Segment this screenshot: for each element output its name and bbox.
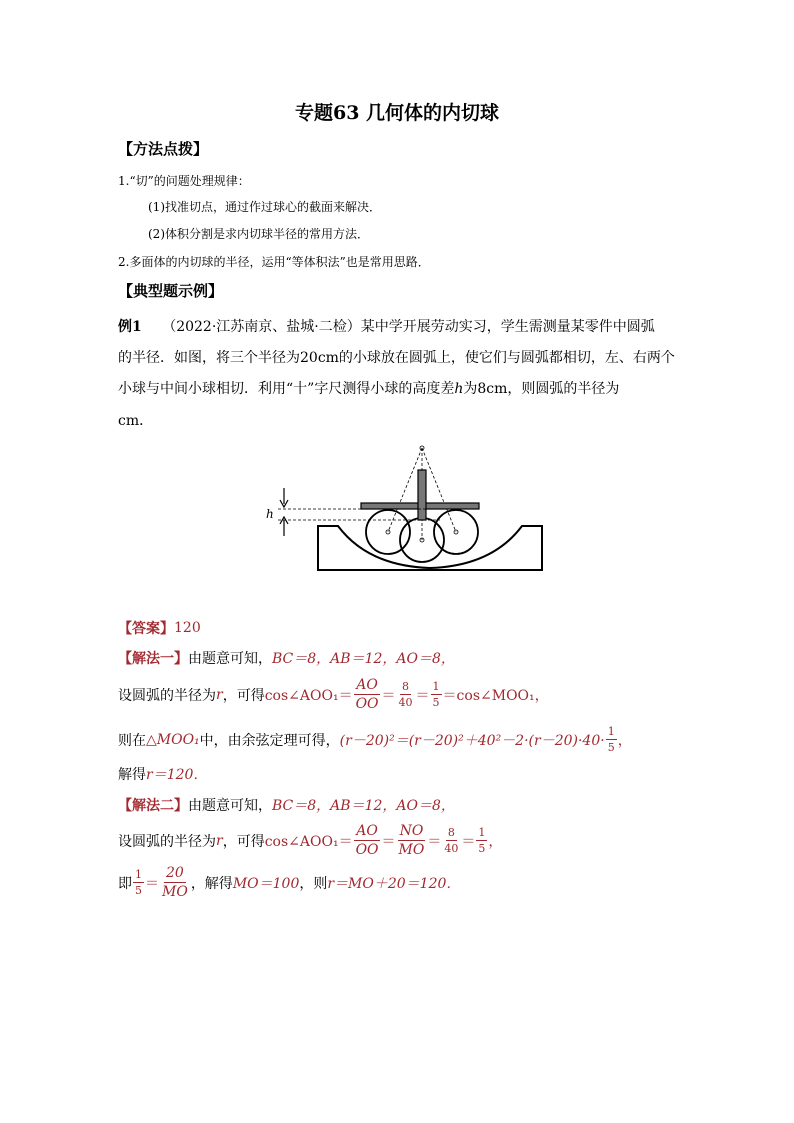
eq-sign: ＝ [381, 687, 396, 704]
sol2-text-3b: ，解得 [190, 875, 233, 892]
sol2-frac-1 [354, 824, 381, 857]
example-text-3b: 为8cm，则圆弧的半径为 [463, 381, 620, 397]
frac-den: 5 [607, 741, 615, 754]
frac-num: NO [399, 823, 424, 839]
example-line-1 [118, 316, 655, 336]
sol2-line-2 [118, 824, 502, 857]
method-line-3: (2)体积分割是求内切球半径的常用方法． [148, 227, 369, 241]
frac-num: 1 [607, 725, 615, 738]
example-line-3 [118, 378, 619, 398]
sol2-frac-3 [442, 827, 460, 854]
sol1-cos-aoo1: cos∠AOO₁＝ [264, 687, 353, 704]
eq-sign: ＝ [381, 833, 396, 850]
sol2-frac-6 [160, 866, 190, 899]
frac-den: MO [398, 842, 425, 858]
example-label: 例1 [118, 319, 142, 335]
eq-sign: ＝ [415, 687, 430, 704]
frac-num: AO [356, 823, 378, 839]
h-label: h [266, 507, 274, 521]
method-line-1: 1.“切”的问题处理规律： [118, 174, 250, 188]
sol1-text-3b: 中，由余弦定理可得， [199, 732, 340, 749]
sol2-result: r＝MO＋20＝120． [327, 875, 461, 892]
sol2-line-3 [118, 866, 460, 899]
sol2-line-1 [118, 795, 455, 815]
example-line-2: 的半径．如图，将三个半径为20cm的小球放在圆弧上，使它们与圆弧都相切，左、右两个 [118, 350, 675, 366]
frac-den: 40 [398, 696, 413, 709]
sol1-cosine-law: (r－20)²＝(r－20)²＋40²－2·(r－20)·40· [339, 732, 605, 749]
frac-den: OO [355, 842, 379, 858]
sol1-end-3: ， [617, 732, 632, 749]
sol2-text-3a: 即 [118, 875, 132, 892]
example-line-4: cm． [118, 413, 154, 429]
answer-label: 【答案】 [118, 621, 174, 637]
sol2-end-2: ， [488, 833, 503, 850]
sol2-label: 【解法二】 [118, 798, 188, 814]
sol2-frac-4 [476, 827, 487, 854]
sol1-line-1 [118, 648, 455, 668]
sol1-result: r＝120． [146, 767, 208, 783]
example-text-1: （2022·江苏南京、盐城·二检）某中学开展劳动实习，学生需测量某零件中圆弧 [162, 319, 655, 335]
frac-num: 20 [165, 865, 184, 881]
example-text-3a: 小球与中间小球相切．利用“十”字尺测得小球的高度差 [118, 381, 455, 397]
eq-sign: ＝ [145, 875, 159, 892]
sol2-text-2b: ，可得 [222, 833, 265, 850]
sol2-text-1: 由题意可知， [188, 798, 272, 814]
frac-den: OO [355, 696, 379, 712]
frac-den: MO [162, 884, 188, 900]
sol1-text-2a: 设圆弧的半径为 [118, 687, 216, 704]
sol1-values: BC＝8，AB＝12，AO＝8， [272, 651, 455, 667]
method-line-2: (1)找准切点，通过作过球心的截面来解决． [148, 200, 381, 214]
sol1-text-3a: 则在 [118, 732, 146, 749]
frac-den: 5 [135, 884, 142, 897]
sol2-frac-5 [133, 869, 144, 896]
examples-heading: 【典型题示例】 [118, 282, 224, 300]
sol1-frac-1 [354, 678, 381, 711]
var-h: h [454, 381, 464, 397]
frac-den: 40 [444, 842, 459, 855]
base-block [318, 526, 542, 570]
method-line-4: 2.多面体的内切球的半径，运用“等体积法”也是常用思路． [118, 255, 430, 269]
eq-sign: ＝ [427, 833, 442, 850]
sol1-frac-2 [397, 681, 415, 708]
method-heading: 【方法点拨】 [118, 140, 209, 158]
frac-num: 1 [478, 826, 486, 839]
sol2-text-2a: 设圆弧的半径为 [118, 833, 216, 850]
sol1-frac-4 [606, 726, 617, 753]
sol1-label: 【解法一】 [118, 651, 188, 667]
frac-den: 5 [432, 696, 440, 709]
sol2-var-r: r [216, 832, 223, 849]
sol2-frac-2 [397, 824, 427, 857]
arc-balls-figure [250, 438, 550, 578]
frac-den: 5 [478, 842, 486, 855]
sol1-cos-moo1: ＝cos∠MOO₁， [442, 687, 549, 704]
sol1-line-2 [118, 678, 549, 711]
answer-line [118, 618, 201, 638]
frac-num: 1 [432, 680, 440, 693]
frac-num: 1 [135, 868, 142, 881]
sol1-text-2b: ，可得 [222, 687, 265, 704]
sol2-mo-value: MO＝100 [232, 875, 300, 892]
sol1-text-1: 由题意可知， [188, 651, 272, 667]
sol1-triangle: △MOO₁ [146, 731, 200, 748]
sol2-values: BC＝8，AB＝12，AO＝8， [272, 798, 455, 814]
sol1-line-3 [118, 726, 632, 753]
frac-num: AO [356, 677, 378, 693]
sol1-text-4a: 解得 [118, 767, 146, 783]
sol2-cos-aoo1: cos∠AOO₁＝ [264, 833, 353, 850]
frac-num: 8 [402, 680, 410, 693]
sol1-line-4 [118, 764, 207, 784]
sol1-var-r: r [216, 686, 223, 703]
eq-sign: ＝ [461, 833, 476, 850]
frac-num: 8 [447, 826, 455, 839]
page-title: 专题63 几何体的内切球 [294, 102, 500, 124]
sol1-frac-3 [431, 681, 442, 708]
answer-value: 120 [174, 620, 201, 636]
ruler-vertical [418, 470, 426, 520]
sol2-text-3c: ，则 [299, 875, 328, 892]
